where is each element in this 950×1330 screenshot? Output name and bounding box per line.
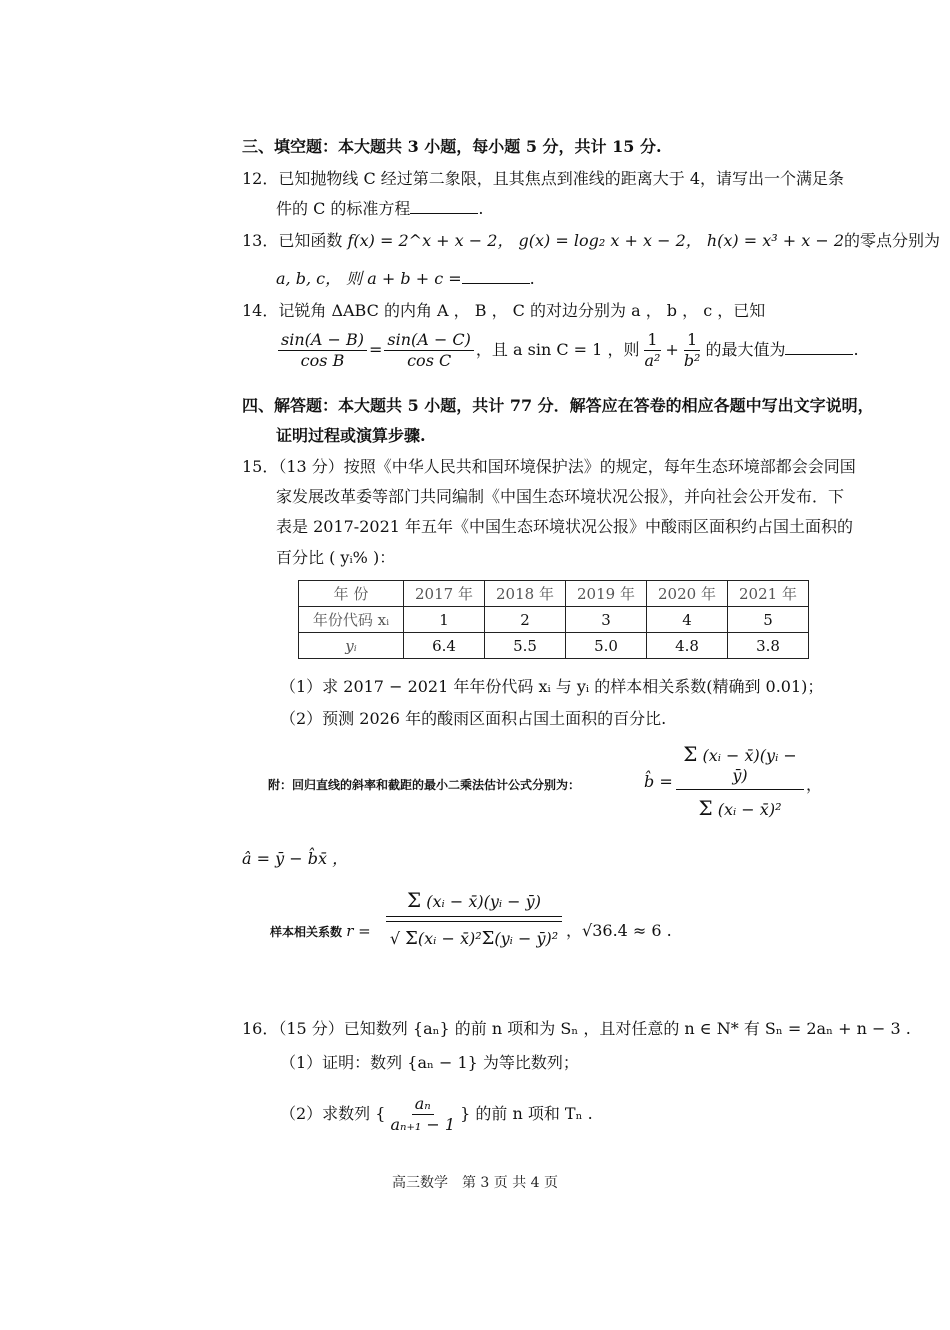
q15-part1: （1）求 2017 − 2021 年年份代码 xᵢ 与 yᵢ 的样本相关系数(精确到 0.01)； bbox=[280, 677, 824, 696]
exam-page: 三、填空题：本大题共 3 小题，每小题 5 分，共计 15 分. 12．已知抛物线 C 经过第二象限，且其焦点到准线的距离大于 4，请写出一个满足条 件的 C 的标准方程 . 13．已知函数 f(x) = 2^x + x − 2， g(x) = log₂ x + x − 2， h(x) = x³ + x − 2的零点分别为 a, b, c， 则 a + b + c = . 14．记锐角 ΔABC 的内角 A ， B ， C 的对边分别为 a ， b ， c ，已知 $\frac{\sin(A - B)}{\text{cos B}}$ = $\frac{\sin(A - C)}{\text{cos C}}$ ，且 a sin C = 1 ，则 $\frac{1}{\text{a²}}$ + $\frac{1}{\text{b²}}$ 的最大值为 . 四、解答题：本大题共 5 小题，共计 77 分．解答应在答卷的相应各题中写出文字说明， 证明过程或演算步骤. 15．（13 分）按照《中华人民共和国环境保护法》的规定，每年生态环境部都会会同国 家发展改革委等部门共同编制《中国生态环境状况公报》，并向社会公开发布．下 表是 2017-2021 年五年《中国生态环境状况公报》中酸雨区面积约占国土面积的 百分比 ( yᵢ% )： 年 份 2017 年 2018 年 2019 年 2020 年 2021 年 年份代码 xᵢ 1 2 3 4 5 yᵢ 6.4 5.5 5.0 4.8 3.8 （1）求 2017 − 2021 年年份代码 xᵢ 与 yᵢ 的样本相关系数(精确到 0.01)； （2）预测 2026 年的酸雨区面积占国土面积的百分比. 附：回归直线的斜率和截距的最小二乘法估计公式分别为： b̂ = Σ (xᵢ − x̄)(yᵢ − ȳ) Σ (xᵢ − x̄)² ， â = ȳ − b̂x̄ ， 样本相关系数 r = Σ (xᵢ − x̄)(yᵢ − ȳ) √ Σ(xᵢ − x̄)²Σ(yᵢ − ȳ)² ，√36.4 ≈ 6 . 16．（15 分）已知数列 {aₙ} 的前 n 项和为 Sₙ ，且对任意的 n ∈ N* 有 Sₙ = 2aₙ + n − 3 . （1）证明：数列 {aₙ − 1} 为等比数列； （2）求数列 { $\frac{\text{aₙ}}{\text{aₙ₊₁ − 1}}$ } 的前 n 项和 Tₙ . 高三数学 第 3 页 共 4 页 bbox=[0, 0, 950, 1330]
section4-line1: 四、解答题：本大题共 5 小题，共计 77 分．解答应在答卷的相应各题中写出文字说明， bbox=[242, 396, 874, 415]
q15-part2: （2）预测 2026 年的酸雨区面积占国土面积的百分比. bbox=[280, 709, 667, 728]
q13-f: f(x) = 2^x + x − 2， bbox=[347, 231, 514, 250]
q12-line2: 件的 C 的标准方程 . bbox=[276, 199, 484, 218]
q15-data-table bbox=[298, 580, 809, 659]
ahat-formula: â = ȳ − b̂x̄ ， bbox=[242, 849, 349, 868]
q15-line2: 家发展改革委等部门共同编制《中国生态环境状况公报》，并向社会公开发布．下 bbox=[276, 487, 845, 506]
r-fraction: Σ (xᵢ − x̄)(yᵢ − ȳ) √ Σ(xᵢ − x̄)²Σ(yᵢ − ȳ)² bbox=[386, 888, 562, 949]
table-row: 年 份 2017 年 2018 年 2019 年 2020 年 2021 年 bbox=[299, 581, 809, 607]
q16-part2: （2）求数列 { $\frac{\text{aₙ}}{\text{aₙ₊₁ − 1}}$ } 的前 n 项和 Tₙ . bbox=[280, 1094, 593, 1134]
q12-line1: 12．已知抛物线 C 经过第二象限，且其焦点到准线的距离大于 4，请写出一个满足条 bbox=[242, 169, 845, 188]
table-row: yᵢ 6.4 5.5 5.0 4.8 3.8 bbox=[299, 633, 809, 659]
table-row: 年份代码 xᵢ 1 2 3 4 5 bbox=[299, 607, 809, 633]
q14-line2: $\frac{\sin(A - B)}{\text{cos B}}$ = $\frac{\sin(A - C)}{\text{cos C}}$ ，且 a sin C = 1 ，则 $\frac{1}{\text{a²}}$ + $\frac{1}{\text{b²}}$ 的最大值为 . bbox=[276, 330, 859, 371]
page-footer: 高三数学 第 3 页 共 4 页 bbox=[391, 1175, 559, 1191]
q15-line4: 百分比 ( yᵢ% )： bbox=[276, 548, 396, 567]
q16-part1: （1）证明：数列 {aₙ − 1} 为等比数列； bbox=[280, 1053, 579, 1072]
q16-line1: 16．（15 分）已知数列 {aₙ} 的前 n 项和为 Sₙ ，且对任意的 n ∈ N* 有 Sₙ = 2aₙ + n − 3 . bbox=[242, 1019, 911, 1038]
q15-note: 附：回归直线的斜率和截距的最小二乘法估计公式分别为： bbox=[268, 778, 581, 792]
bhat-label: b̂ = bbox=[644, 772, 673, 791]
section4-line2: 证明过程或演算步骤. bbox=[276, 426, 426, 445]
q13-line1: 13．已知函数 f(x) = 2^x + x − 2， g(x) = log₂ x + x − 2， h(x) = x³ + x − 2的零点分别为 bbox=[242, 231, 941, 250]
q14-line1: 14．记锐角 ΔABC 的内角 A ， B ， C 的对边分别为 a ， b ， c ，已知 bbox=[242, 301, 766, 320]
q15-line3: 表是 2017-2021 年五年《中国生态环境状况公报》中酸雨区面积约占国土面积的 bbox=[276, 517, 854, 536]
section3-title: 三、填空题：本大题共 3 小题，每小题 5 分，共计 15 分. bbox=[242, 137, 662, 156]
q13-h: h(x) = x³ + x − 2 bbox=[706, 231, 845, 250]
q13-line2: a, b, c， 则 a + b + c = . bbox=[276, 269, 535, 288]
bhat-fraction: Σ (xᵢ − x̄)(yᵢ − ȳ) Σ (xᵢ − x̄)² bbox=[676, 742, 804, 820]
sqrt-approx: ，√36.4 ≈ 6 . bbox=[566, 921, 672, 940]
q13-g: g(x) = log₂ x + x − 2， bbox=[518, 231, 702, 250]
r-label: 样本相关系数 r = bbox=[270, 922, 371, 940]
q15-line1: 15．（13 分）按照《中华人民共和国环境保护法》的规定，每年生态环境部都会会同国 bbox=[242, 457, 856, 476]
